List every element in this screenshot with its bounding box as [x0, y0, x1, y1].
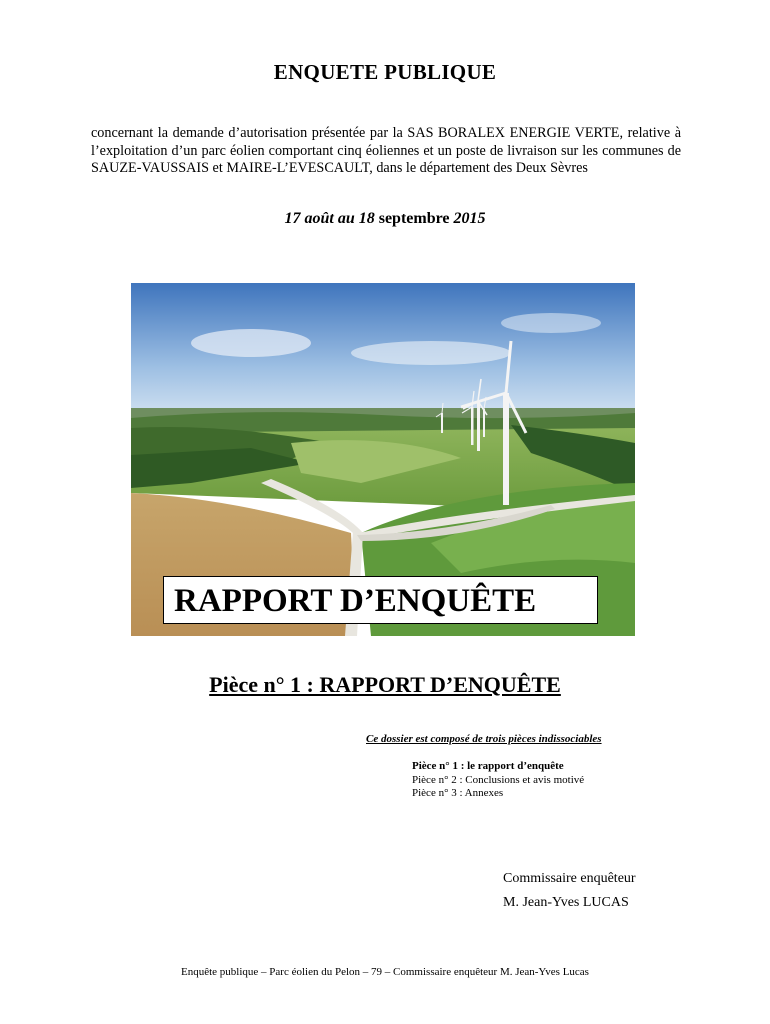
piece-list-item: Pièce n° 3 : Annexes [412, 787, 504, 799]
dates-start: 17 août au 18 [284, 210, 375, 227]
inquiry-dates [0, 210, 770, 228]
signature-role: Commissaire enquêteur [503, 871, 636, 886]
page-footer: Enquête publique – Parc éolien du Pelon – 79 – Commissaire enquêteur M. Jean-Yves Lucas [181, 966, 589, 978]
document-title: ENQUETE PUBLIQUE [273, 60, 497, 84]
piece-list-item: Pièce n° 2 : Conclusions et avis motivé [412, 773, 585, 786]
signature-name: M. Jean-Yves LUCAS [503, 895, 629, 910]
composition-note: Ce dossier est composé de trois pièces indissociables [366, 733, 602, 745]
piece-list-item: Pièce n° 1 : le rapport d’enquête [412, 760, 564, 772]
intro-paragraph: concernant la demande d’autorisation présentée par la SAS BORALEX ENERGIE VERTE, relative à l’exploitation d’un parc éolien comportant cinq éoliennes et un poste de livraison sur les communes de SAUZE-VAUSSAIS et MAIRE-L’EVESCAULT, dans le département des Deux Sèvres [91, 125, 681, 176]
piece-heading: Pièce n° 1 : RAPPORT D’ENQUÊTE [209, 672, 561, 697]
signature-block [503, 867, 636, 915]
piece-list [412, 760, 584, 801]
report-banner: RAPPORT D’ENQUÊTE [163, 576, 598, 624]
dates-month: septembre [374, 210, 454, 227]
dates-year: 2015 [453, 210, 486, 227]
